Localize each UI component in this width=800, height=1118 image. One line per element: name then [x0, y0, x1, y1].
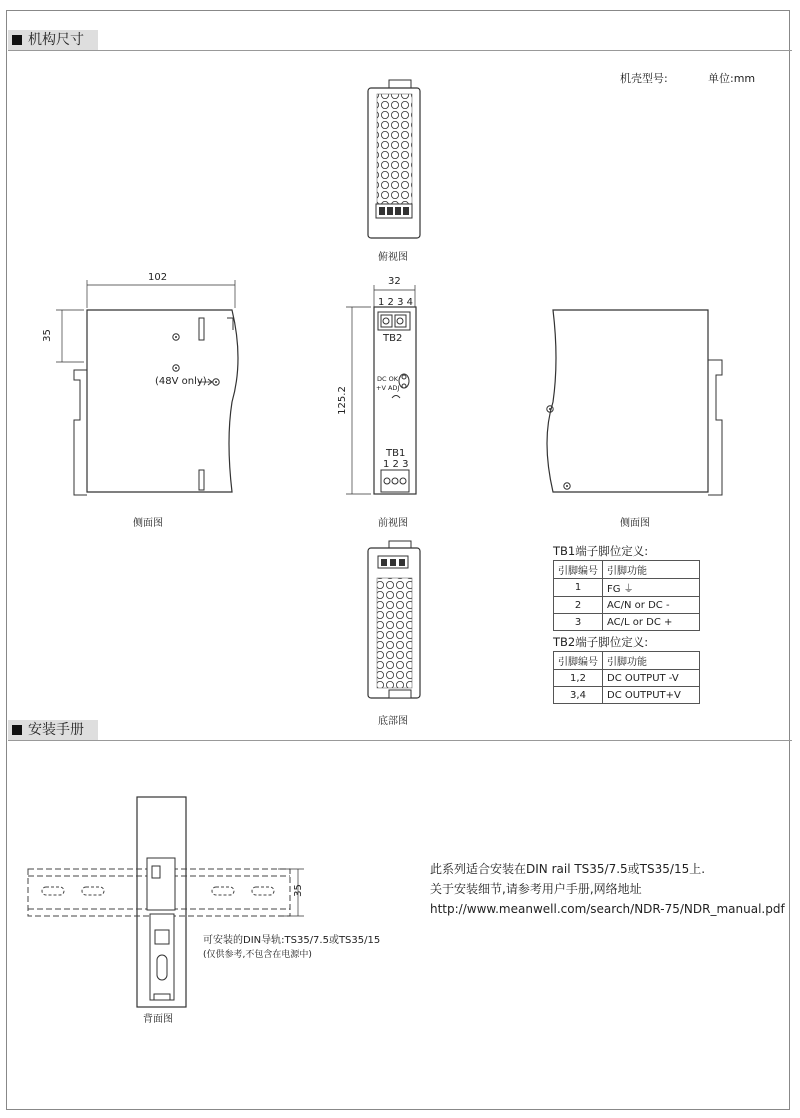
back-view-rail-drawing: [28, 797, 304, 1007]
caption-top-view: 俯视图: [378, 252, 408, 263]
section-rule: [8, 740, 792, 741]
pin-func: AC/N or DC -: [603, 597, 700, 614]
pin-func: DC OUTPUT -V: [603, 670, 700, 687]
pin-no: 2: [554, 597, 603, 614]
tb2-table-title: TB2端子脚位定义:: [553, 635, 649, 649]
right-side-view-drawing: [547, 310, 722, 495]
section-title: 机构尺寸: [28, 32, 84, 48]
top-view-drawing: [368, 80, 420, 238]
header-pin-func: 引脚功能: [603, 561, 700, 579]
manual-url-link[interactable]: http://www.meanwell.com/search/NDR-75/NDR_manual.pdf: [430, 902, 785, 916]
tb1-table-title: TB1端子脚位定义:: [553, 544, 649, 558]
label-tb1: TB1: [386, 448, 406, 459]
dim-width-102: 102: [148, 272, 168, 283]
section-header-install: [8, 720, 98, 741]
install-note-line1: 此系列适合安装在DIN rail TS35/7.5或TS35/15上.: [430, 862, 706, 876]
pin-no: 3,4: [554, 687, 603, 704]
label-tb2: TB2: [383, 333, 403, 344]
table-row: [554, 687, 700, 704]
section-title: 安装手册: [28, 722, 84, 738]
dim-depth-32: 32: [388, 276, 401, 287]
header-pin-func: 引脚功能: [603, 652, 700, 670]
tb1-pin-table: [553, 560, 700, 631]
label-tb2-pins: 1 2 3 4: [378, 297, 413, 308]
caption-right-side-view: 侧面图: [620, 518, 650, 529]
caption-left-side-view: 侧面图: [133, 518, 163, 529]
pin-no: 1: [554, 579, 603, 597]
header-pin-no: 引脚编号: [554, 561, 603, 579]
bottom-view-drawing: [368, 541, 420, 698]
caption-back-view: 背面图: [143, 1014, 173, 1025]
dim-rail-35: 35: [292, 884, 304, 897]
pin-func: FG ⏚: [603, 579, 700, 597]
table-row: [554, 597, 700, 614]
rail-caption: 可安装的DIN导轨:TS35/7.5或TS35/15: [203, 935, 381, 946]
tb2-pin-table: [553, 651, 700, 704]
dim-height-125: 125.2: [336, 386, 348, 415]
table-row: [554, 670, 700, 687]
table-header-row: [554, 652, 700, 670]
label-dc-ok: DC OK: [377, 375, 398, 383]
pin-no: 1,2: [554, 670, 603, 687]
table-row: [554, 614, 700, 631]
label-tb1-pins: 1 2 3: [383, 459, 409, 470]
table-header-row: [554, 561, 700, 579]
header-pin-no: 引脚编号: [554, 652, 603, 670]
rail-note: (仅供参考,不包含在电源中): [203, 950, 312, 960]
case-number-label: 机壳型号:: [620, 72, 668, 85]
pin-func: DC OUTPUT+V: [603, 687, 700, 704]
dim-height-35: 35: [41, 329, 53, 342]
label-48v-only: (48V only): [155, 376, 207, 387]
label-v-adj: +V ADJ: [376, 384, 400, 392]
left-side-view-drawing: [56, 280, 238, 495]
pin-func: AC/L or DC +: [603, 614, 700, 631]
unit-label: 单位:mm: [708, 72, 756, 85]
caption-bottom-view: 底部图: [378, 716, 408, 727]
square-bullet-icon: [12, 725, 22, 735]
table-row: [554, 579, 700, 597]
install-note-line2: 关于安装细节,请参考用户手册,网络地址: [430, 882, 642, 896]
caption-front-view: 前视图: [378, 518, 408, 529]
pin-no: 3: [554, 614, 603, 631]
